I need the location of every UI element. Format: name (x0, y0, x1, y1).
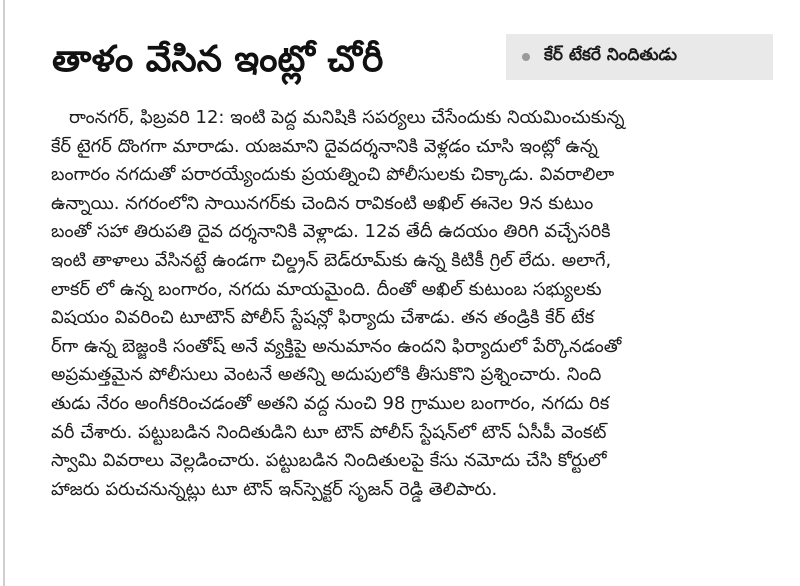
article-body (51, 104, 763, 504)
body-line: ఇంటి తాళాలు వేసినట్టే ఉండగా చిల్డ్రన్ బెడ్‌రూమ్‌కు ఉన్న కిటికీ గ్రిల్ లేదు. అలాగే, (51, 249, 612, 271)
body-line: లాకర్ లో ఉన్న బంగారం, నగదు మాయమైంది. దీంతో అఖిల్ కుటుంబ సభ్యులకు (51, 278, 602, 300)
body-line: స్వామి వివరాలు వెల్లడించారు. పట్టుబడిన నిందితులపై కేసు నమోదు చేసి కోర్టులో (51, 450, 607, 472)
body-line: బంతో సహా తిరుపతి దైవ దర్శనానికి వెళ్లాడు. 12వ తేదీ ఉదయం తిరిగి వచ్చేసరికి (51, 221, 611, 243)
body-line: తుడు నేరం అంగీకరించడంతో అతని వద్ద నుంచి 98 గ్రాముల బంగారం, నగదు రిక (51, 392, 610, 414)
column-divider (3, 0, 5, 586)
body-line: రాంనగర్, ఫిబ్రవరి 12: ఇంటి పెద్ద మనిషికి సపర్యలు చేసేందుకు నియమించుకున్న (69, 107, 625, 128)
headline: తాళం వేసిన ఇంట్లో చోరీ (52, 39, 384, 80)
body-line: కేర్ టైగర్ దొంగగా మారాడు. యజమాని దైవదర్శనానికి వెళ్లడం చూసి ఇంట్లో ఉన్న (51, 135, 598, 157)
body-line: బంగారం నగదుతో పరారయ్యేందుకు ప్రయత్నించి పోలీసులకు చిక్కాడు. వివరాలిలా (51, 164, 615, 186)
article-header (28, 34, 773, 94)
subheadline-box (506, 34, 773, 80)
body-line: ర్‌గా ఉన్న బెజ్జంకి సంతోష్ అనే వ్యక్తిపై అనుమానం ఉందని ఫిర్యాదులో పేర్కొనడంతో (51, 335, 622, 357)
body-line: వరీ చేశారు. పట్టుబడిన నిందితుడిని టూ టౌన్ పోలీస్ స్టేషన్‌లో టౌన్ ఏసీపీ వెంకట్ (51, 421, 607, 443)
body-line: విషయం వివరించి టూటౌన్ పోలీస్ స్టేషన్లో ఫిర్యాదు చేశాడు. తన తండ్రికి కేర్ టేక (51, 307, 595, 329)
body-line: ఉన్నాయి. నగరంలోని సాయినగర్‌కు చెందిన రావికంటి అఖిల్ ఈనెల 9న కుటుం (51, 192, 594, 214)
subheadline: కేర్ టేకరే నిందితుడు (544, 45, 677, 65)
body-line: అప్రమత్తమైన పోలీసులు వెంటనే అతన్ని అదుపులోకి తీసుకొని ప్రశ్నించారు. నింది (51, 364, 602, 386)
bullet-icon (522, 53, 530, 61)
body-line: హాజరు పరుచనున్నట్లు టూ టౌన్ ఇన్‌స్పెక్టర్ సృజన్ రెడ్డి తెలిపారు. (51, 478, 498, 500)
